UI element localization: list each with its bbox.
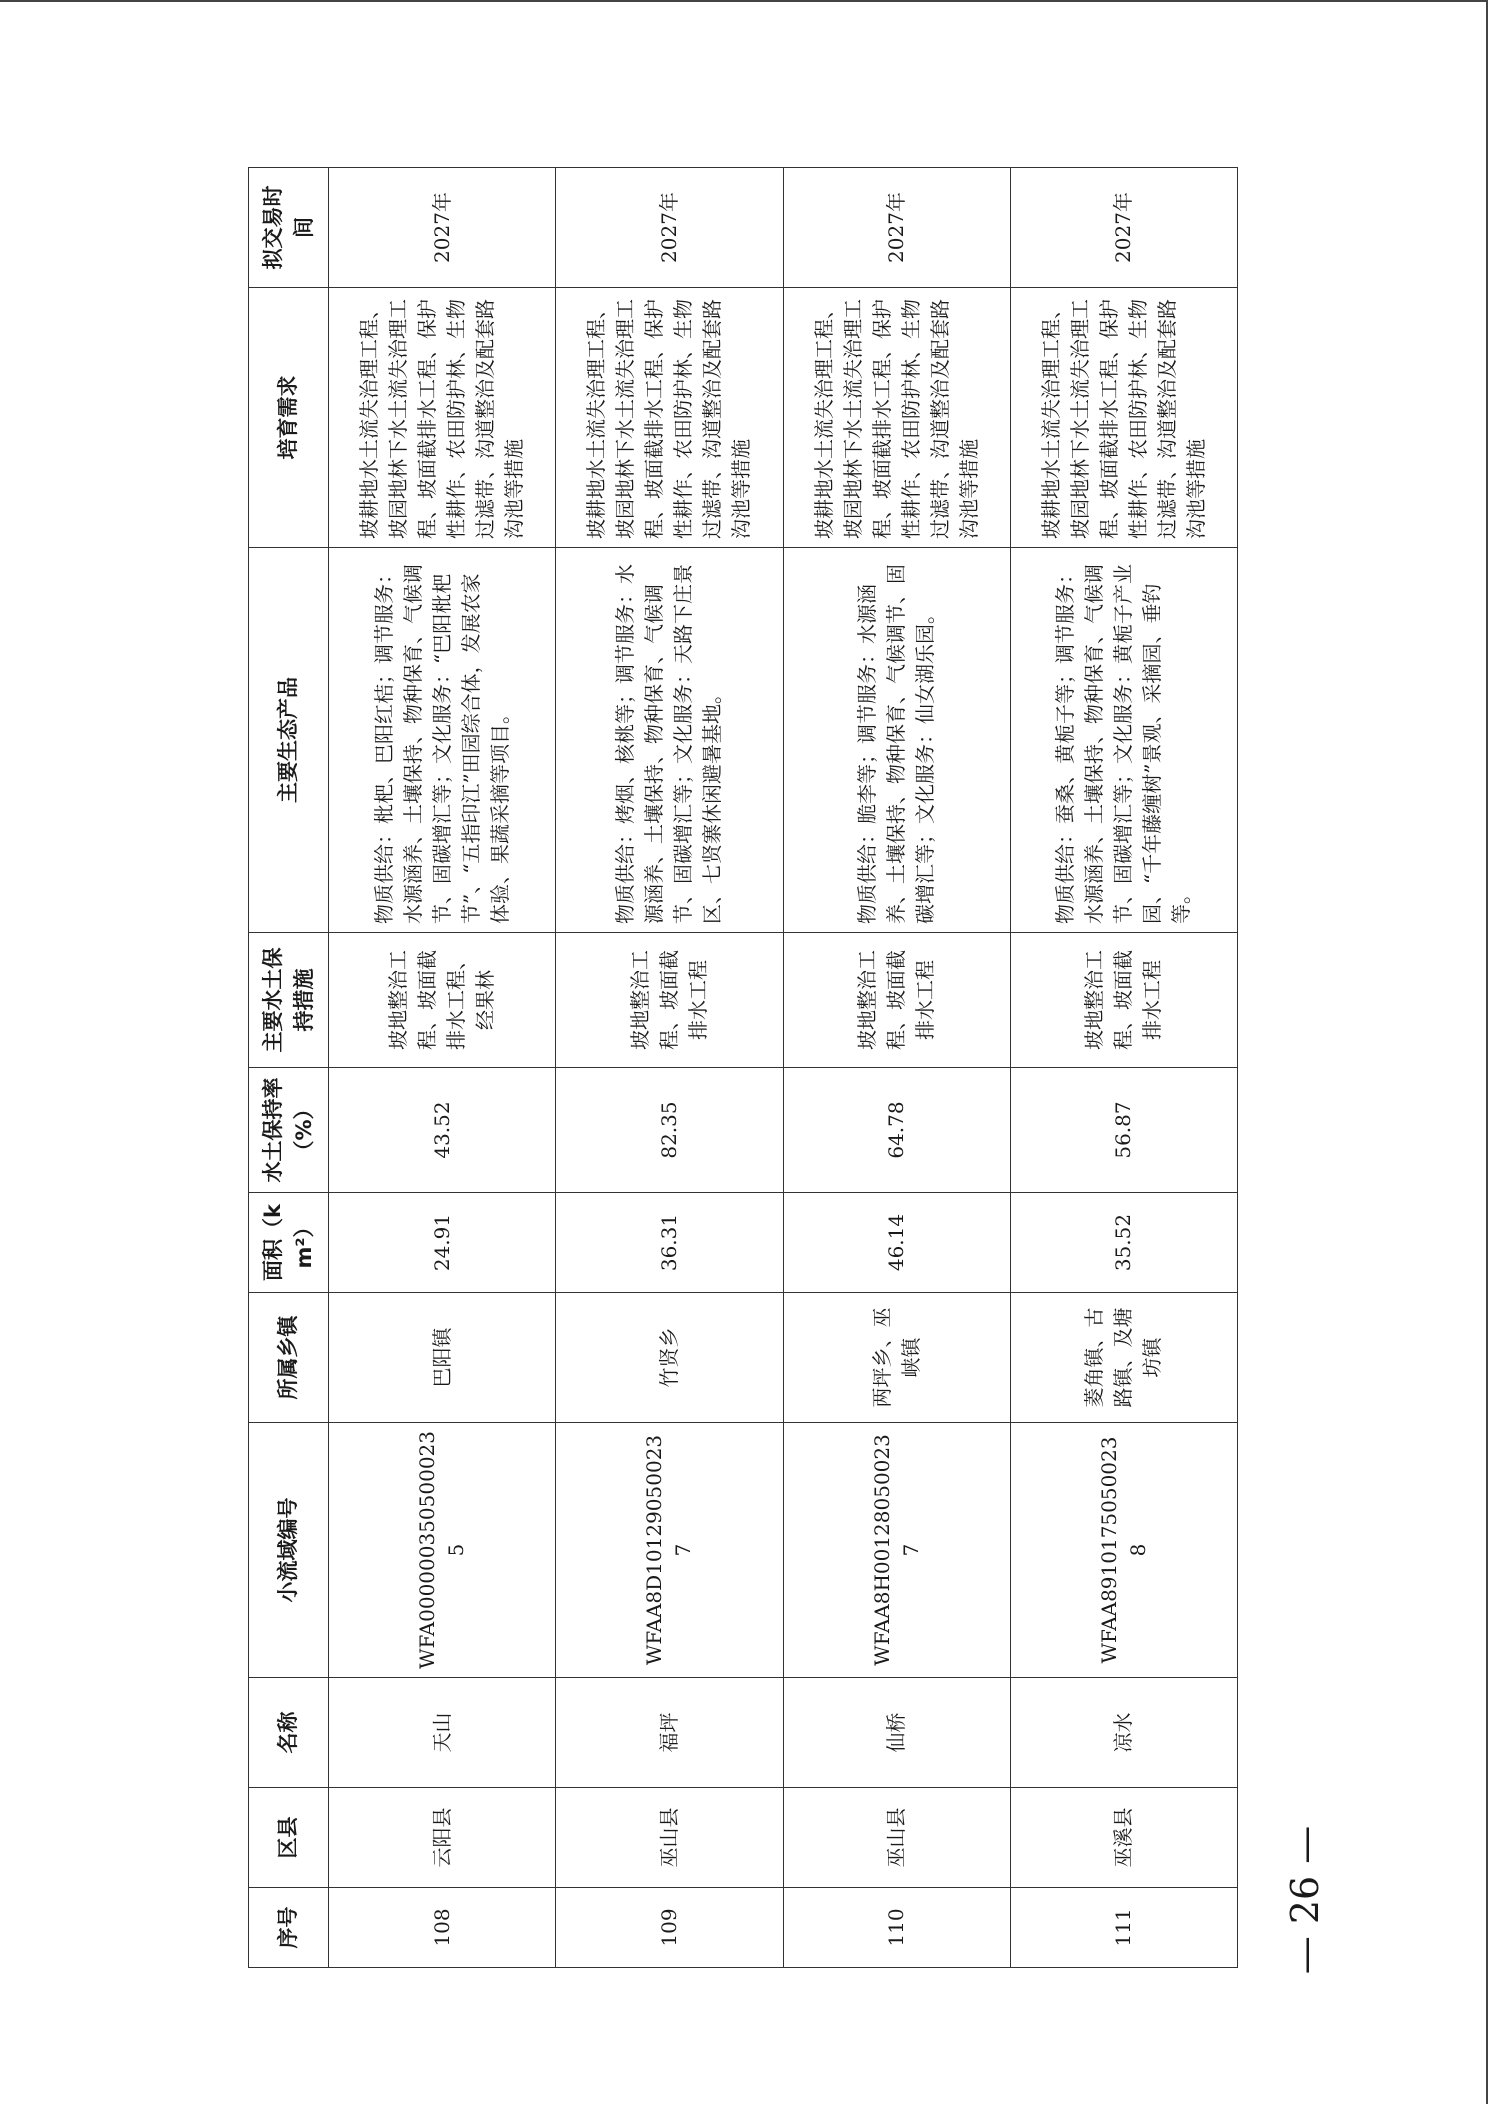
cell-area: 24.91: [329, 1193, 556, 1293]
cell-county: 巫山县: [556, 1788, 783, 1888]
header-rate: 水土保持率（%）: [249, 1068, 329, 1193]
cell-rate: 43.52: [329, 1068, 556, 1193]
cell-area: 35.52: [1010, 1193, 1237, 1293]
header-code: 小流域编号: [249, 1423, 329, 1678]
cell-name: 仙桥: [783, 1678, 1010, 1788]
header-no: 序号: [249, 1888, 329, 1968]
cell-no: 111: [1010, 1888, 1237, 1968]
cell-needs: 坡耕地水土流失治理工程、坡园地林下水土流失治理工程、坡面截排水工程、保护性耕作、农田防护林、生物过滤带、沟道整治及配套路沟池等措施: [783, 288, 1010, 548]
header-products: 主要生态产品: [249, 548, 329, 933]
cell-county: 云阳县: [329, 1788, 556, 1888]
header-needs: 培育需求: [249, 288, 329, 548]
cell-no: 108: [329, 1888, 556, 1968]
rotated-table-wrapper: [248, 168, 1238, 1968]
cell-town: 两坪乡、巫峡镇: [783, 1293, 1010, 1423]
cell-no: 110: [783, 1888, 1010, 1968]
cell-needs: 坡耕地水土流失治理工程、坡园地林下水土流失治理工程、坡面截排水工程、保护性耕作、农田防护林、生物过滤带、沟道整治及配套路沟池等措施: [1010, 288, 1237, 548]
header-county: 区县: [249, 1788, 329, 1888]
header-name: 名称: [249, 1678, 329, 1788]
cell-time: 2027年: [783, 168, 1010, 288]
cell-code: WFAA8H001280500237: [783, 1423, 1010, 1678]
cell-needs: 坡耕地水土流失治理工程、坡园地林下水土流失治理工程、坡面截排水工程、保护性耕作、农田防护林、生物过滤带、沟道整治及配套路沟池等措施: [556, 288, 783, 548]
page-edge-top: [0, 0, 1488, 2]
cell-rate: 82.35: [556, 1068, 783, 1193]
header-area: 面积（km²）: [249, 1193, 329, 1293]
cell-products: 物质供给：脆李等；调节服务：水源涵养、土壤保持、物种保育、气候调节、固碳增汇等；文化服务：仙女湖乐园。: [783, 548, 1010, 933]
cell-measures: 坡地整治工程、坡面截排水工程、经果林: [329, 933, 556, 1068]
page-number-text: — 26 —: [1283, 1825, 1327, 1975]
cell-measures: 坡地整治工程、坡面截排水工程: [556, 933, 783, 1068]
cell-time: 2027年: [1010, 168, 1237, 288]
cell-code: WFAA8D101290500237: [556, 1423, 783, 1678]
cell-time: 2027年: [329, 168, 556, 288]
cell-products: 物质供给：烤烟、核桃等；调节服务：水源涵养、土壤保持、物种保育、气候调节、固碳增汇等；文化服务：天路下庄景区、七贤寨休闲避暑基地。: [556, 548, 783, 933]
header-row: [249, 168, 329, 1968]
cell-code: WFA0000003505000235: [329, 1423, 556, 1678]
cell-name: 凉水: [1010, 1678, 1237, 1788]
page-number: [1283, 1825, 1327, 1975]
cell-products: 物质供给：蚕桑、黄栀子等；调节服务：水源涵养、土壤保持、物种保育、气候调节、固碳增汇等；文化服务：黄栀子产业园、“千年藤缠树”景观、采摘园、垂钓等。: [1010, 548, 1237, 933]
cell-town: 竹贤乡: [556, 1293, 783, 1423]
cell-town: 巴阳镇: [329, 1293, 556, 1423]
cell-county: 巫山县: [783, 1788, 1010, 1888]
cell-needs: 坡耕地水土流失治理工程、坡园地林下水土流失治理工程、坡面截排水工程、保护性耕作、农田防护林、生物过滤带、沟道整治及配套路沟池等措施: [329, 288, 556, 548]
table-row: [783, 168, 1010, 1968]
watershed-table: [248, 167, 1238, 1968]
cell-products: 物质供给：枇杷、巴阳红桔；调节服务：水源涵养、土壤保持、物种保育、气候调节、固碳增汇等；文化服务：“巴阳枇杷节”、“五指印江”田园综合体，发展农家体验、果蔬采摘等项目。: [329, 548, 556, 933]
header-town: 所属乡镇: [249, 1293, 329, 1423]
cell-area: 36.31: [556, 1193, 783, 1293]
table-row: [1010, 168, 1237, 1968]
cell-name: 福坪: [556, 1678, 783, 1788]
cell-name: 天山: [329, 1678, 556, 1788]
header-time: 拟交易时间: [249, 168, 329, 288]
cell-county: 巫溪县: [1010, 1788, 1237, 1888]
cell-measures: 坡地整治工程、坡面截排水工程: [1010, 933, 1237, 1068]
header-measures: 主要水土保持措施: [249, 933, 329, 1068]
cell-code: WFAA89101750500238: [1010, 1423, 1237, 1678]
cell-rate: 56.87: [1010, 1068, 1237, 1193]
table-row: [556, 168, 783, 1968]
cell-town: 菱角镇、古路镇、及塘坊镇: [1010, 1293, 1237, 1423]
cell-measures: 坡地整治工程、坡面截排水工程: [783, 933, 1010, 1068]
cell-time: 2027年: [556, 168, 783, 288]
cell-rate: 64.78: [783, 1068, 1010, 1193]
cell-no: 109: [556, 1888, 783, 1968]
cell-area: 46.14: [783, 1193, 1010, 1293]
table-row: [329, 168, 556, 1968]
